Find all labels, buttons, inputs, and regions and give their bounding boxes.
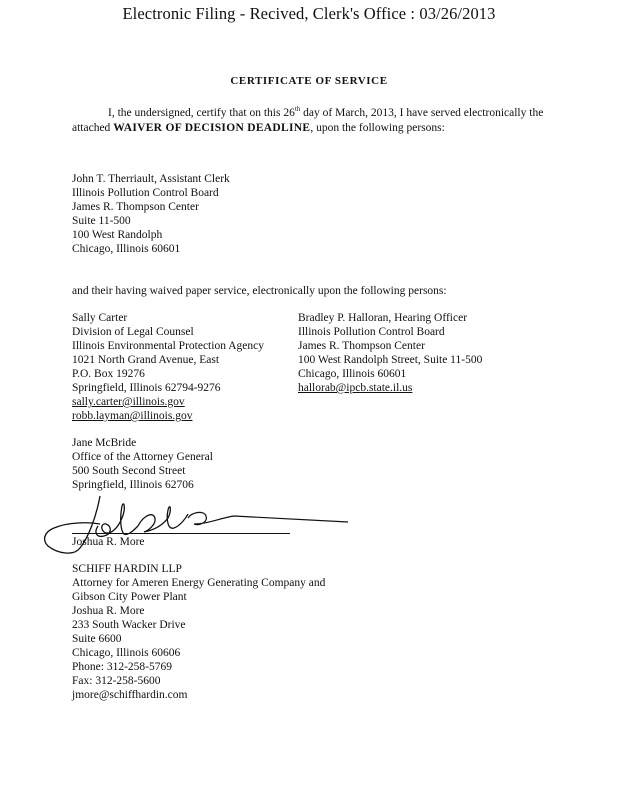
address-line: 1021 North Grand Avenue, East	[72, 354, 220, 366]
signature-line	[72, 533, 290, 534]
firm-line: Chicago, Illinois 60606	[72, 647, 181, 659]
intro-superscript: th	[294, 105, 301, 114]
page-title: CERTIFICATE OF SERVICE	[230, 75, 388, 87]
firm-name: SCHIFF HARDIN LLP	[72, 563, 182, 575]
address-line: John T. Therriault, Assistant Clerk	[72, 173, 230, 185]
recipient-right-address	[298, 311, 482, 395]
firm-line: Joshua R. More	[72, 605, 145, 617]
intro-text: I, the undersigned, certify that on this 26	[108, 107, 295, 119]
address-line: P.O. Box 19276	[72, 368, 145, 380]
filing-stamp: Electronic Filing - Recived, Clerk's Office : 03/26/2013	[122, 4, 496, 23]
address-line: Bradley P. Halloran, Hearing Officer	[298, 312, 468, 324]
firm-line: Gibson City Power Plant	[72, 591, 187, 603]
email-link[interactable]: robb.layman@illinois.gov	[72, 410, 193, 422]
address-line: 100 West Randolph Street, Suite 11-500	[298, 354, 483, 366]
firm-phone: Phone: 312-258-5769	[72, 661, 172, 673]
address-line: Chicago, Illinois 60601	[72, 243, 181, 255]
intro-text-continued: day of March, 2013, I have served electronically the attached	[72, 107, 544, 134]
firm-line: 233 South Wacker Drive	[72, 619, 186, 631]
signer-name: Joshua R. More	[72, 536, 145, 548]
email-link[interactable]: hallorab@ipcb.state.il.us	[298, 382, 413, 394]
primary-recipient-address	[72, 172, 230, 256]
waived-service-text: and their having waived paper service, electronically upon the following persons:	[72, 285, 447, 297]
email-link[interactable]: sally.carter@illinois.gov	[72, 396, 185, 408]
certification-paragraph	[72, 106, 552, 136]
address-line: James R. Thompson Center	[298, 340, 425, 352]
address-line: Illinois Pollution Control Board	[298, 326, 445, 338]
address-line: Office of the Attorney General	[72, 451, 213, 463]
recipient-left-address	[72, 311, 264, 423]
address-line: Suite 11-500	[72, 215, 131, 227]
address-line: Chicago, Illinois 60601	[298, 368, 407, 380]
address-line: 500 South Second Street	[72, 465, 186, 477]
address-line: Springfield, Illinois 62794-9276	[72, 382, 221, 394]
address-line: 100 West Randolph	[72, 229, 163, 241]
signer-name-block	[72, 535, 145, 549]
address-line: Illinois Environmental Protection Agency	[72, 340, 264, 352]
firm-fax: Fax: 312-258-5600	[72, 675, 161, 687]
firm-signature-block	[72, 562, 325, 702]
firm-line: Attorney for Ameren Energy Generating Company and	[72, 577, 326, 589]
address-line: Illinois Pollution Control Board	[72, 187, 219, 199]
address-line: Jane McBride	[72, 437, 137, 449]
firm-line: Suite 6600	[72, 633, 122, 645]
intro-text-end: , upon the following persons:	[310, 122, 445, 134]
document-name: WAIVER OF DECISION DEADLINE	[113, 122, 311, 134]
attorney-general-address	[72, 436, 213, 492]
address-line: Division of Legal Counsel	[72, 326, 194, 338]
address-line: Sally Carter	[72, 312, 128, 324]
address-line: Springfield, Illinois 62706	[72, 479, 194, 491]
address-line: James R. Thompson Center	[72, 201, 199, 213]
firm-email[interactable]: jmore@schiffhardin.com	[72, 689, 188, 701]
